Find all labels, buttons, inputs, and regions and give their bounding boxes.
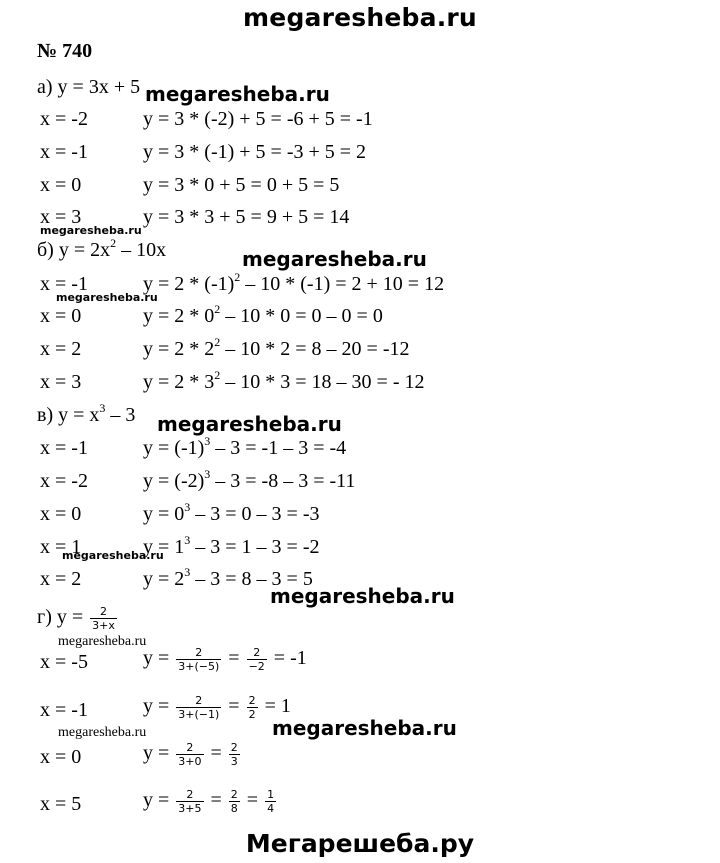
part-c-x: x = 0 (40, 503, 82, 525)
part-c-x: x = 1 (40, 536, 82, 558)
watermark-inline: megaresheba.ru (272, 716, 457, 740)
problem-number: № 740 (37, 40, 93, 62)
part-a-calc: y = 3 * (-2) + 5 = -6 + 5 = -1 (143, 108, 373, 130)
part-d-x: x = -1 (40, 699, 88, 721)
watermark-inline-small: megaresheba.ru (56, 291, 158, 304)
watermark-inline: megaresheba.ru (157, 412, 342, 436)
part-b-x: x = 2 (40, 338, 82, 360)
watermark-inline-small: megaresheba.ru (58, 634, 147, 649)
watermark-top: megaresheba.ru (243, 3, 477, 32)
watermark-bottom: Мегарешеба.ру (245, 829, 475, 858)
part-c-label: в) $y = x^3 - 3$ (37, 401, 136, 426)
part-c-x: x = -2 (40, 470, 88, 492)
part-b-x: x = 0 (40, 305, 82, 327)
part-d-calc: y = $\frac{2}{3+0}$ = $\frac{2}{3}$ (143, 741, 238, 768)
fraction: $\frac{2}{3+x}$ (92, 605, 115, 632)
part-d-calc: y = $\frac{2}{3+(-1)}$ = $\frac{2}{2}$ = 1 (143, 694, 291, 721)
part-b-calc: $y = 2 * (-1)^2 - 10 * (-1) = 2 + 10 = 12$ (143, 270, 445, 295)
watermark-inline: megaresheba.ru (145, 82, 330, 106)
part-a-x: x = -1 (40, 141, 88, 163)
part-c-calc: $y = 0^3 - 3 = 0 - 3 = -3$ (143, 500, 320, 525)
part-b-x: x = -1 (40, 273, 88, 295)
part-a-x: x = 0 (40, 174, 82, 196)
part-c-calc: $y = (-2)^3 - 3 = -8 - 3 = -11$ (143, 467, 356, 492)
watermark-inline-small: megaresheba.ru (62, 549, 164, 562)
part-a-calc: y = 3 * (-1) + 5 = -3 + 5 = 2 (143, 141, 367, 163)
watermark-inline-small: megaresheba.ru (58, 725, 147, 740)
part-d-x: x = 5 (40, 793, 82, 815)
part-d-x: x = -5 (40, 651, 88, 673)
part-c-calc: $y = (-1)^3 - 3 = -1 - 3 = -4$ (143, 434, 347, 459)
part-a-x: x = -2 (40, 108, 88, 130)
part-b-calc: $y = 2 * 2^2 - 10 * 2 = 8 - 20 = -12$ (143, 335, 410, 360)
part-c-calc: $y = 1^3 - 3 = 1 - 3 = -2$ (143, 533, 320, 558)
part-a-x: x = 3 (40, 206, 82, 228)
part-c-x: x = 2 (40, 568, 82, 590)
part-a-label: а) y = 3x + 5 (37, 76, 141, 98)
part-d-x: x = 0 (40, 746, 82, 768)
part-d-calc: y = $\frac{2}{3+5}$ = $\frac{2}{8}$ = $\frac{1}{4}$ (143, 788, 275, 815)
part-a-calc: y = 3 * 3 + 5 = 9 + 5 = 14 (143, 206, 350, 228)
part-b-label: б) $y = 2x^2 - 10x$ (37, 236, 167, 261)
watermark-inline-small: megaresheba.ru (40, 224, 142, 237)
part-d-calc: y = $\frac{2}{3+(-5)}$ = $\frac{2}{-2}$ = -1 (143, 646, 307, 673)
part-a-calc: y = 3 * 0 + 5 = 0 + 5 = 5 (143, 174, 340, 196)
watermark-inline: megaresheba.ru (270, 584, 455, 608)
part-b-x: x = 3 (40, 371, 82, 393)
part-b-calc: $y = 2 * 3^2 - 10 * 3 = 18 - 30$ = - 12 (143, 368, 425, 393)
part-b-calc: $y = 2 * 0^2 - 10 * 0 = 0 - 0 = 0$ (143, 302, 383, 327)
part-c-x: x = -1 (40, 437, 88, 459)
watermark-inline: megaresheba.ru (242, 247, 427, 271)
part-d-label: г) y = $\frac{2}{3+x}$ (37, 605, 115, 632)
part-c-calc: $y = 2^3 - 3 = 8 - 3 = 5$ (143, 565, 313, 590)
